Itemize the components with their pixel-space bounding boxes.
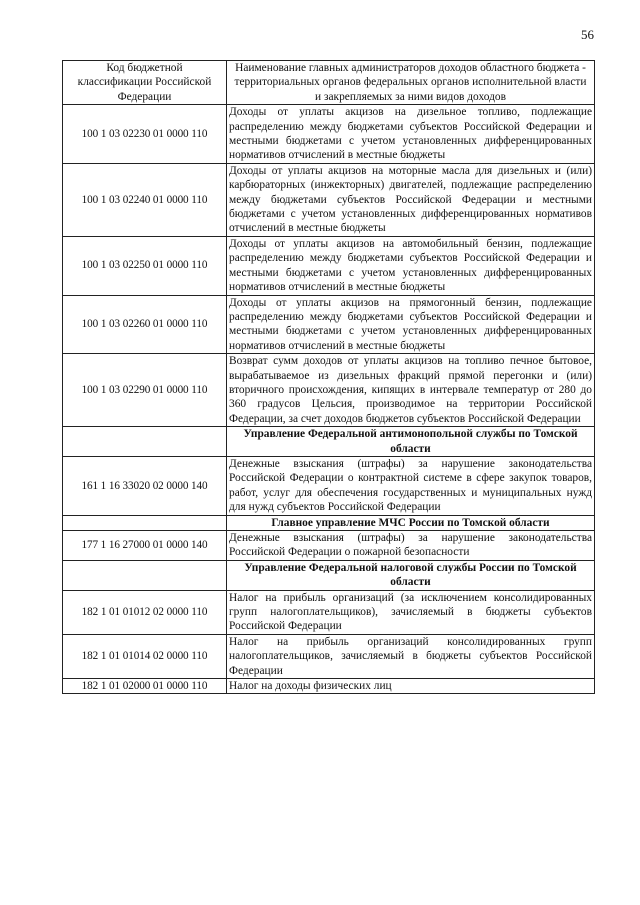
table-row xyxy=(63,163,595,236)
row-description: Возврат сумм доходов от уплаты акцизов на топливо печное бытовое, вырабатываемое из дизельных фракций прямой перегонки и (или) вторичного происхождения, кипящих в интервале температур от 280 до 360 градусов Цельсия, производимое на территории Российской Федерации, за счет доходов бюджетов субъектов Российской Федерации xyxy=(227,354,595,427)
section-row xyxy=(63,515,595,530)
row-code: 100 1 03 02260 01 0000 110 xyxy=(63,295,227,354)
revenue-classification-table xyxy=(62,60,595,694)
header-name: Наименование главных администраторов доходов областного бюджета - территориальных органов федеральных органов исполнительной власти и закрепляемых за ними видов доходов xyxy=(227,61,595,105)
row-code: 100 1 03 02240 01 0000 110 xyxy=(63,163,227,236)
row-description: Денежные взыскания (штрафы) за нарушение законодательства Российской Федерации о пожарной безопасности xyxy=(227,531,595,561)
row-description: Налог на прибыль организаций консолидированных групп налогоплательщиков, зачисляемый в бюджеты субъектов Российской Федерации xyxy=(227,634,595,678)
section-row xyxy=(63,427,595,457)
row-code xyxy=(63,427,227,457)
table-header-row xyxy=(63,61,595,105)
page-number: 56 xyxy=(581,27,594,42)
row-description: Доходы от уплаты акцизов на автомобильный бензин, подлежащие распределению между бюджетами субъектов Российской Федерации и местными бюджетами с учетом установленных дифференцированных нормативов отчислений в местные бюджеты xyxy=(227,236,595,295)
table-row xyxy=(63,354,595,427)
table-row xyxy=(63,295,595,354)
table-row xyxy=(63,679,595,694)
row-code xyxy=(63,560,227,590)
row-code: 182 1 01 01012 02 0000 110 xyxy=(63,590,227,634)
section-title: Главное управление МЧС России по Томской области xyxy=(227,515,595,530)
row-code: 177 1 16 27000 01 0000 140 xyxy=(63,531,227,561)
row-code: 100 1 03 02290 01 0000 110 xyxy=(63,354,227,427)
section-title: Управление Федеральной антимонопольной службы по Томской области xyxy=(227,427,595,457)
row-description: Налог на доходы физических лиц xyxy=(227,679,595,694)
row-description: Денежные взыскания (штрафы) за нарушение законодательства Российской Федерации о контрактной системе в сфере закупок товаров, работ, услуг для обеспечения государственных и муниципальных нужд для нужд субъектов Российской Федерации xyxy=(227,456,595,515)
table-row xyxy=(63,456,595,515)
row-description: Доходы от уплаты акцизов на прямогонный бензин, подлежащие распределению между бюджетами субъектов Российской Федерации и местными бюджетами с учетом установленных дифференцированных нормативов отчислений в местные бюджеты xyxy=(227,295,595,354)
row-description: Доходы от уплаты акцизов на моторные масла для дизельных и (или) карбюраторных (инжекторных) двигателей, подлежащие распределению между бюджетами субъектов Российской Федерации и местными бюджетами с учетом установленных дифференцированных нормативов отчислений в местные бюджеты xyxy=(227,163,595,236)
row-description: Доходы от уплаты акцизов на дизельное топливо, подлежащие распределению между бюджетами субъектов Российской Федерации и местными бюджетами с учетом установленных дифференцированных нормативов отчислений в местные бюджеты xyxy=(227,105,595,164)
row-code: 100 1 03 02250 01 0000 110 xyxy=(63,236,227,295)
row-description: Налог на прибыль организаций (за исключением консолидированных групп налогоплательщиков), зачисляемый в бюджеты субъектов Российской Федерации xyxy=(227,590,595,634)
table-row xyxy=(63,531,595,561)
table-row xyxy=(63,590,595,634)
table-row xyxy=(63,634,595,678)
row-code: 161 1 16 33020 02 0000 140 xyxy=(63,456,227,515)
row-code: 100 1 03 02230 01 0000 110 xyxy=(63,105,227,164)
row-code: 182 1 01 01014 02 0000 110 xyxy=(63,634,227,678)
row-code xyxy=(63,515,227,530)
table-row xyxy=(63,236,595,295)
section-row xyxy=(63,560,595,590)
header-code: Код бюджетной классификации Российской Федерации xyxy=(63,61,227,105)
section-title: Управление Федеральной налоговой службы России по Томской области xyxy=(227,560,595,590)
row-code: 182 1 01 02000 01 0000 110 xyxy=(63,679,227,694)
table-row xyxy=(63,105,595,164)
table-body xyxy=(63,105,595,694)
